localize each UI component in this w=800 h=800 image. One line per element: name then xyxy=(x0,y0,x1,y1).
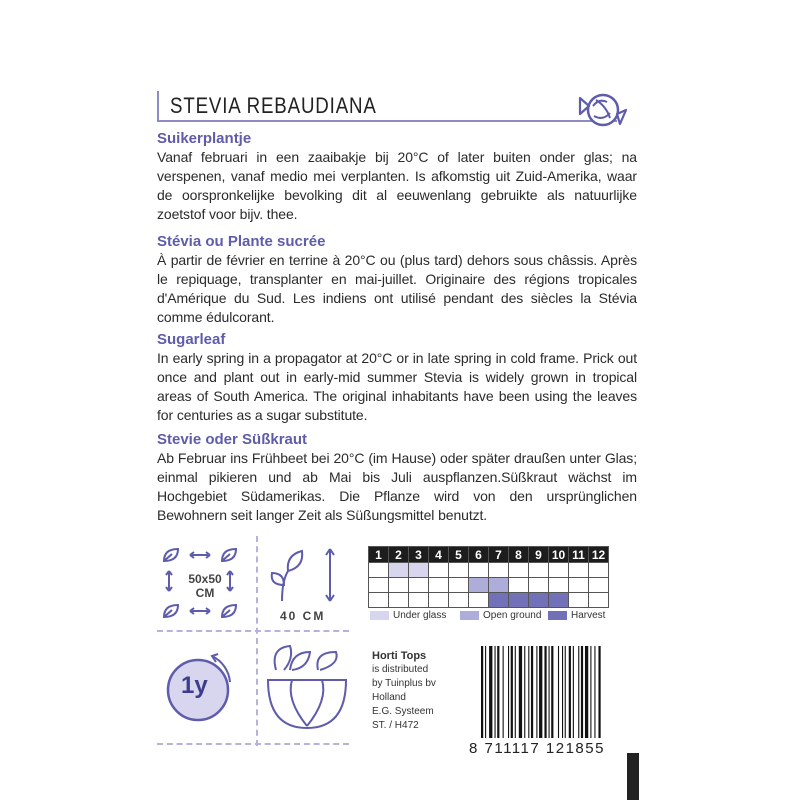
calendar-cell-harvest-10 xyxy=(549,593,569,608)
pot-with-seedling-icon xyxy=(262,640,352,736)
month-1: 1 xyxy=(369,547,389,563)
month-11: 11 xyxy=(569,547,589,563)
section-english xyxy=(157,331,637,425)
calendar-cell-under-glass-2 xyxy=(389,563,409,578)
barcode-bar xyxy=(569,646,571,738)
spacing-label xyxy=(184,572,226,600)
sowing-calendar xyxy=(368,546,609,608)
distributor-line-6: ST. / H472 xyxy=(372,720,419,731)
section-dutch xyxy=(157,130,637,224)
text-english: In early spring in a propagator at 20°C or in late spring in cold frame. Prick out once and plant out in early-mid summer Stevia is widely grown in tropical areas of South America. The original inhabitants have been using the leaves for centuries as a sugar substitute. xyxy=(157,350,637,423)
barcode-bar xyxy=(594,646,595,738)
swatch-open-ground xyxy=(460,611,479,620)
calendar-cell-harvest-3 xyxy=(409,593,429,608)
distributor-line-5: E.G. Systeem xyxy=(372,706,434,717)
calendar-cell-open-ground-2 xyxy=(389,578,409,593)
barcode-bar xyxy=(578,646,579,738)
product-title: STEVIA REBAUDIANA xyxy=(170,93,377,118)
barcode-bar xyxy=(485,646,486,738)
month-5: 5 xyxy=(449,547,469,563)
barcode-bar xyxy=(489,646,492,738)
calendar-cell-under-glass-5 xyxy=(449,563,469,578)
heading-french: Stévia ou Plante sucrée xyxy=(157,233,326,250)
section-german xyxy=(157,431,637,525)
calendar-cell-under-glass-3 xyxy=(409,563,429,578)
brand-name: Horti Tops xyxy=(372,650,427,662)
calendar-cell-harvest-6 xyxy=(469,593,489,608)
text-dutch: Vanaf februari in een zaaibakje bij 20°C of later buiten onder glas; na verspenen, vanaf medio mei verplanten. Is afkomstig uit Zuid-Amerika, waar de oorspronkelijke bevolking dit al eeuwenlang gebruikte als natuurlijke zoetstof voor bijv. thee. xyxy=(157,149,637,222)
barcode-number: 8 711117 121855 xyxy=(469,740,605,757)
calendar-cell-under-glass-10 xyxy=(549,563,569,578)
calendar-cell-harvest-2 xyxy=(389,593,409,608)
swatch-harvest xyxy=(548,611,567,620)
print-mark xyxy=(627,753,639,800)
month-10: 10 xyxy=(549,547,569,563)
candy-icon xyxy=(577,86,629,134)
barcode-bar xyxy=(531,646,533,738)
distributor-info xyxy=(372,649,436,733)
month-4: 4 xyxy=(429,547,449,563)
barcode-bar xyxy=(508,646,509,738)
barcode-bar xyxy=(503,646,504,738)
barcode-bar xyxy=(539,646,542,738)
legend-harvest xyxy=(548,610,605,621)
month-2: 2 xyxy=(389,547,409,563)
text-german: Ab Februar ins Frühbeet bei 20°C (im Hause) oder später draußen unter Glas; einmal pikieren und ab Mai bis Juli auspflanzen.Süßkraut wächst im Hochgebiet Südamerikas. Die Pflanze wird von den ursprünglichen Bewohnern seit langer Zeit als Süßungsmittel benutzt. xyxy=(157,450,637,523)
legend-open-ground xyxy=(460,610,541,621)
calendar-cell-open-ground-10 xyxy=(549,578,569,593)
barcode-bar xyxy=(590,646,591,738)
distributor-line-2: is distributed xyxy=(372,664,429,675)
legend-open-ground-label: Open ground xyxy=(483,610,542,621)
barcode-bar xyxy=(536,646,537,738)
barcode-bar xyxy=(528,646,529,738)
calendar-cell-harvest-5 xyxy=(449,593,469,608)
heading-english: Sugarleaf xyxy=(157,331,226,348)
text-french: À partir de février en terrine à 20°C ou (plus tard) dehors sous châssis. Après le repiquage, transplanter en mai-juillet. Originaire des régions tropicales d'Amérique du Sud. Les indiens ont utilisé pendant des siècles la Stévia comme édulcorant. xyxy=(157,252,637,325)
calendar-cell-under-glass-11 xyxy=(569,563,589,578)
calendar-cell-open-ground-9 xyxy=(529,578,549,593)
icon-divider-bottom xyxy=(157,743,349,745)
calendar-cell-harvest-11 xyxy=(569,593,589,608)
legend-under-glass-label: Under glass xyxy=(393,610,447,621)
barcode-bar xyxy=(598,646,600,738)
barcode-bar xyxy=(544,646,546,738)
calendar-cell-open-ground-1 xyxy=(369,578,389,593)
row-under-glass xyxy=(369,563,609,578)
calendar-cell-open-ground-3 xyxy=(409,578,429,593)
calendar-cell-under-glass-8 xyxy=(509,563,529,578)
barcode-bar xyxy=(481,646,483,738)
calendar-cell-open-ground-8 xyxy=(509,578,529,593)
icon-divider-h xyxy=(157,630,349,632)
barcode-bar xyxy=(519,646,522,738)
calendar-cell-harvest-4 xyxy=(429,593,449,608)
barcode-bar xyxy=(573,646,574,738)
barcode-bar xyxy=(565,646,566,738)
calendar-cell-under-glass-4 xyxy=(429,563,449,578)
barcode-bar xyxy=(558,646,559,738)
legend-under-glass xyxy=(370,610,446,621)
barcode-bar xyxy=(549,646,550,738)
barcode-bar xyxy=(524,646,525,738)
month-12: 12 xyxy=(589,547,609,563)
month-8: 8 xyxy=(509,547,529,563)
calendar-cell-harvest-12 xyxy=(589,593,609,608)
barcode-bar xyxy=(562,646,563,738)
barcode-bar xyxy=(511,646,513,738)
row-open-ground xyxy=(369,578,609,593)
swatch-under-glass xyxy=(370,611,389,620)
calendar-cell-open-ground-6 xyxy=(469,578,489,593)
row-harvest xyxy=(369,593,609,608)
spacing-value: 50x50 xyxy=(188,572,222,586)
heading-dutch: Suikerplantje xyxy=(157,130,252,147)
calendar-cell-under-glass-6 xyxy=(469,563,489,578)
barcode xyxy=(479,646,636,741)
section-french xyxy=(157,233,637,327)
calendar-cell-open-ground-12 xyxy=(589,578,609,593)
calendar-cell-harvest-8 xyxy=(509,593,529,608)
calendar-cell-open-ground-4 xyxy=(429,578,449,593)
distributor-line-4: Holland xyxy=(372,692,406,703)
height-label: 40 CM xyxy=(280,609,326,623)
month-6: 6 xyxy=(469,547,489,563)
heading-german: Stevie oder Süßkraut xyxy=(157,431,308,448)
spacing-unit: CM xyxy=(195,586,215,600)
barcode-bar xyxy=(585,646,588,738)
barcode-bar xyxy=(497,646,499,738)
month-7: 7 xyxy=(489,547,509,563)
month-9: 9 xyxy=(529,547,549,563)
barcode-bar xyxy=(495,646,496,738)
calendar-cell-harvest-9 xyxy=(529,593,549,608)
calendar-cell-under-glass-9 xyxy=(529,563,549,578)
calendar-cell-under-glass-1 xyxy=(369,563,389,578)
month-3: 3 xyxy=(409,547,429,563)
calendar-cell-under-glass-12 xyxy=(589,563,609,578)
barcode-bar xyxy=(551,646,553,738)
calendar-cell-under-glass-7 xyxy=(489,563,509,578)
barcode-bar xyxy=(515,646,516,738)
calendar-cell-harvest-1 xyxy=(369,593,389,608)
icon-divider-v xyxy=(256,536,258,746)
lifecycle-label: 1y xyxy=(181,672,208,699)
calendar-cell-open-ground-11 xyxy=(569,578,589,593)
distributor-line-3: by Tuinplus bv xyxy=(372,678,436,689)
plant-height-icon xyxy=(270,545,350,605)
calendar-cell-open-ground-7 xyxy=(489,578,509,593)
calendar-cell-harvest-7 xyxy=(489,593,509,608)
barcode-bar xyxy=(581,646,583,738)
legend-harvest-label: Harvest xyxy=(571,610,606,621)
calendar-cell-open-ground-5 xyxy=(449,578,469,593)
